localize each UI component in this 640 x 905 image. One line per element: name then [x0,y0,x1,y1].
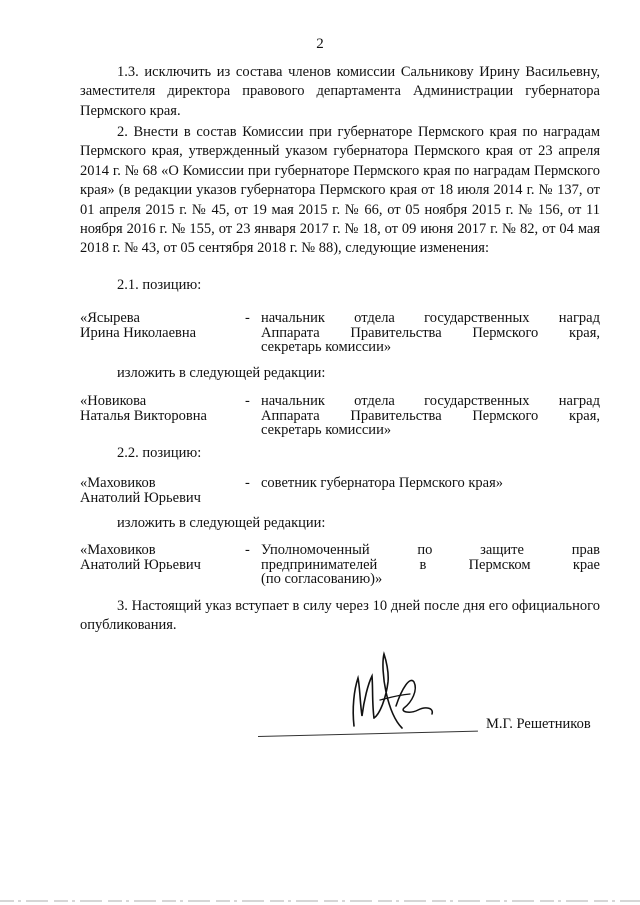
entry-dash: - [245,475,250,491]
position-entry-yasyreva [80,311,600,371]
handwritten-signature [340,648,470,733]
entry-name: «Маховиков Анатолий Юрьевич [80,542,201,573]
paragraph-2-1: 2.1. позицию: [117,277,202,293]
entry-name: «Ясырева Ирина Николаевна [80,310,197,341]
position-entry-makhovikov-new [80,543,600,603]
edit-label-2: изложить в следующей редакции: [117,515,326,531]
entry-description: начальник отдела государственных наград Аппарата Правительства Пермского края, секретарь комиссии» [261,393,600,439]
entry-dash: - [245,542,250,558]
entry-description: начальник отдела государственных наград Аппарата Правительства Пермского края, секретарь комиссии» [261,310,600,356]
entry-description: Уполномоченный по защите прав предпринимателей в Пермском крае (по согласованию)» [261,542,600,588]
paragraph-1-3: 1.3. исключить из состава членов комиссии Сальникову Ирину Васильевну, заместителя директора правового департамента Администрации губернатора Пермского края. [80,64,600,119]
entry-description: советник губернатора Пермского края» [261,475,504,491]
paragraph-3: 3. Настоящий указ вступает в силу через 10 дней после дня его официального опубликования. [80,598,600,634]
edit-label-1: изложить в следующей редакции: [117,365,326,381]
page-number: 2 [316,36,324,52]
signer-name: М.Г. Решетников [486,716,591,732]
scan-edge-noise [0,898,640,904]
paragraph-2-2: 2.2. позицию: [117,445,202,461]
entry-name: «Маховиков Анатолий Юрьевич [80,475,201,506]
entry-dash: - [245,393,250,409]
paragraph-2: 2. Внести в состав Комиссии при губернаторе Пермского края по наградам Пермского края, утвержденный указом губернатора Пермского края от 23 апреля 2014 г. № 68 «О Комиссии при губернаторе Пермского края по наградам Пермского края» (в редакции указов губернатора Пермского края от 18 июля 2014 г. № 137, от 01 апреля 2015 г. № 45, от 19 мая 2015 г. № 66, от 05 ноября 2015 г. № 156, от 11 ноября 2016 г. № 155, от 23 января 2017 г. № 18, от 09 июня 2017 г. № 82, от 04 мая 2018 г. № 43, от 05 сентября 2018 г. № 88), следующие изменения: [80,124,600,257]
entry-dash: - [245,310,250,326]
entry-name: «Новикова Наталья Викторовна [80,393,207,424]
